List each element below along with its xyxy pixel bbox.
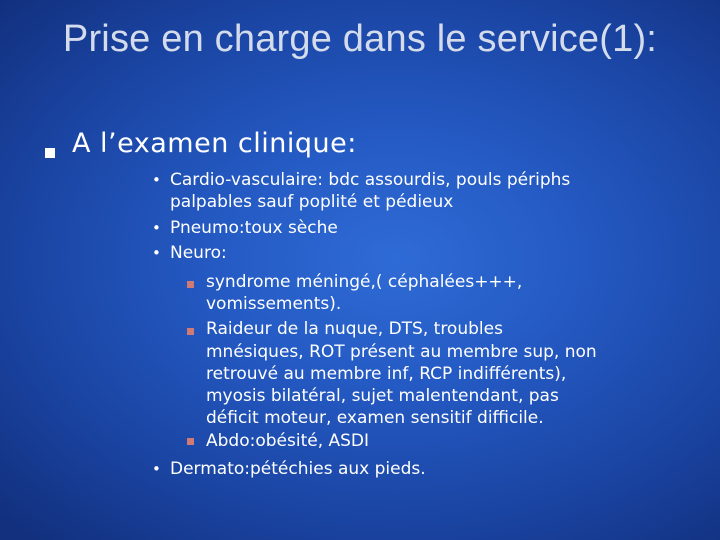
bullet-dot-icon: • — [152, 171, 161, 189]
sub-bullet-square-icon — [187, 328, 194, 335]
bullet-dot-icon: • — [152, 219, 161, 237]
neuro-line: Neuro: — [170, 243, 227, 263]
neuro-sub2-line-3: retrouvé au membre inf, RCP indifférents), — [206, 364, 567, 384]
pneumo-line: Pneumo:toux sèche — [170, 218, 338, 238]
neuro-sub2-line-5: déficit moteur, examen sensitif difficile. — [206, 408, 544, 428]
bullet-dot-icon: • — [152, 460, 161, 478]
neuro-sub2-line-4: myosis bilatéral, sujet malentendant, pas — [206, 386, 559, 406]
bullet-dot-icon: • — [152, 244, 161, 262]
cardio-line-2: palpables sauf poplité et pédieux — [170, 192, 454, 212]
slide-title: Prise en charge dans le service(1): — [62, 18, 658, 60]
sub-bullet-square-icon — [187, 281, 194, 288]
section-heading: A l’examen clinique: — [72, 128, 357, 159]
neuro-sub2-line-2: mnésiques, ROT présent au membre sup, non — [206, 342, 597, 362]
cardio-line-1: Cardio-vasculaire: bdc assourdis, pouls périphs — [170, 170, 571, 190]
neuro-sub3-line: Abdo:obésité, ASDI — [206, 431, 370, 451]
neuro-sub1-line-1: syndrome méningé,( céphalées+++, — [206, 272, 523, 292]
sub-bullet-square-icon — [187, 438, 194, 445]
neuro-sub2-line-1: Raideur de la nuque, DTS, troubles — [206, 319, 503, 339]
dermato-line: Dermato:pétéchies aux pieds. — [170, 459, 426, 479]
neuro-sub1-line-2: vomissements). — [206, 294, 342, 314]
bullet-square-icon — [45, 148, 55, 158]
